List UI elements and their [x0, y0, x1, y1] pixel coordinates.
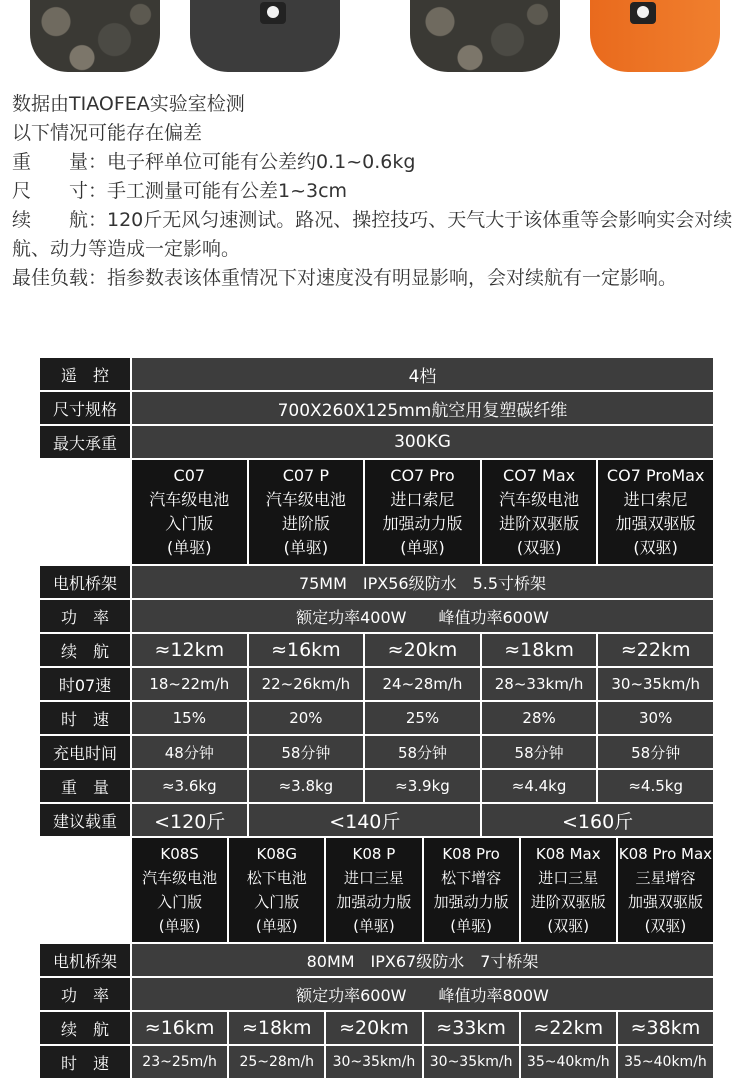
row-value: 300KG	[132, 426, 713, 458]
range-cell: ≈33km	[424, 1012, 519, 1044]
model-drive: (单驱)	[353, 917, 395, 935]
model-header	[132, 460, 247, 564]
charge-cell: 48分钟	[132, 736, 247, 768]
model-battery: 松下增容	[441, 869, 502, 887]
note-line: 续 航：120斤无风匀速测试。路况、操控技巧、天气大于该体重等会影响实会对续航、动力等造成一定影响。	[12, 209, 733, 260]
model-header	[618, 838, 713, 942]
climb-cell: 15%	[132, 702, 247, 734]
row-c07-motor	[40, 566, 713, 598]
model-battery: 汽车级电池	[499, 490, 580, 509]
model-battery: 进口索尼	[390, 490, 455, 509]
row-label: 遥 控	[40, 358, 130, 390]
model-header	[249, 460, 364, 564]
model-battery: 进口索尼	[623, 490, 688, 509]
model-header	[424, 838, 519, 942]
row-value: 700X260X125mm航空用复塑碳纤维	[132, 392, 713, 424]
range-cell: ≈20km	[326, 1012, 421, 1044]
climb-cell: 30%	[598, 702, 713, 734]
speed-cell: 18~22m/h	[132, 668, 247, 700]
model-drive: (单驱)	[450, 917, 492, 935]
row-k08-power	[40, 978, 713, 1010]
model-battery: 松下电池	[246, 869, 307, 887]
model-edition: 入门版	[165, 514, 214, 533]
model-edition: 加强双驱版	[627, 893, 703, 911]
row-value: 75MM IPX56级防水 5.5寸桥架	[132, 566, 713, 598]
row-value: 额定功率600W 峰值功率800W	[132, 978, 713, 1010]
row-label: 尺寸规格	[40, 392, 130, 424]
row-c07-weight	[40, 770, 713, 802]
model-edition: 入门版	[254, 893, 300, 911]
row-label: 功 率	[40, 978, 130, 1010]
model-drive: (双驱)	[547, 917, 590, 935]
model-drive: (双驱)	[633, 538, 678, 557]
row-size	[40, 392, 713, 424]
model-battery: 进口三星	[343, 869, 404, 887]
climb-cell: 28%	[482, 702, 597, 734]
charge-cell: 58分钟	[598, 736, 713, 768]
climb-cell: 25%	[365, 702, 480, 734]
model-battery: 进口三星	[538, 869, 599, 887]
range-cell: ≈18km	[482, 634, 597, 666]
model-header	[521, 838, 616, 942]
model-drive: (单驱)	[400, 538, 445, 557]
row-c07-speed	[40, 668, 713, 700]
speed-cell: 30~35km/h	[424, 1046, 519, 1078]
speed-cell: 28~33km/h	[482, 668, 597, 700]
note-line: 重 量：电子秤单位可能有公差约0.1~0.6kg	[12, 151, 416, 173]
model-name: K08S	[160, 845, 199, 863]
model-name: K08 P	[352, 845, 396, 863]
board-image-2	[190, 0, 340, 72]
charge-cell: 58分钟	[482, 736, 597, 768]
product-images	[0, 0, 750, 80]
row-remote	[40, 358, 713, 390]
range-cell: ≈22km	[598, 634, 713, 666]
model-edition: 进阶版	[281, 514, 330, 533]
model-header	[598, 460, 713, 564]
row-label: 续 航	[40, 1012, 130, 1044]
speed-cell: 25~28m/h	[229, 1046, 324, 1078]
speed-cell: 35~40km/h	[521, 1046, 616, 1078]
model-battery: 汽车级电池	[149, 490, 230, 509]
speed-cell: 30~35km/h	[598, 668, 713, 700]
row-value: 80MM IPX67级防水 7寸桥架	[132, 944, 713, 976]
charge-cell: 58分钟	[365, 736, 480, 768]
row-label-empty	[40, 460, 130, 564]
model-drive: (双驱)	[644, 917, 687, 935]
speed-cell: 22~26km/h	[249, 668, 364, 700]
row-label: 电机桥架	[40, 566, 130, 598]
load-cell: <160斤	[482, 804, 713, 836]
model-edition: 加强动力版	[433, 893, 509, 911]
weight-cell: ≈3.8kg	[249, 770, 364, 802]
note-line: 数据由TIAOFEA实验室检测	[12, 93, 245, 115]
climb-cell: 20%	[249, 702, 364, 734]
row-k08-models	[40, 838, 713, 942]
model-drive: (单驱)	[167, 538, 212, 557]
row-c07-models	[40, 460, 713, 564]
range-cell: ≈18km	[229, 1012, 324, 1044]
board-image-1	[30, 0, 160, 72]
charge-cell: 58分钟	[249, 736, 364, 768]
model-header	[365, 460, 480, 564]
model-name: CO7 ProMax	[606, 466, 705, 485]
row-c07-climb	[40, 702, 713, 734]
model-header	[229, 838, 324, 942]
row-label: 时 速	[40, 702, 130, 734]
model-header	[482, 460, 597, 564]
weight-cell: ≈3.9kg	[365, 770, 480, 802]
range-cell: ≈22km	[521, 1012, 616, 1044]
load-cell: <120斤	[132, 804, 247, 836]
note-line: 尺 寸：手工测量可能有公差1~3cm	[12, 180, 348, 202]
row-k08-speed	[40, 1046, 713, 1078]
weight-cell: ≈4.4kg	[482, 770, 597, 802]
model-drive: (单驱)	[255, 917, 298, 935]
row-label: 建议载重	[40, 804, 130, 836]
speed-cell: 23~25m/h	[132, 1046, 227, 1078]
model-battery: 汽车级电池	[265, 490, 346, 509]
row-c07-recommended-load	[40, 804, 713, 836]
model-drive: (双驱)	[516, 538, 562, 557]
model-name: CO7 Pro	[390, 466, 455, 485]
notes	[0, 80, 750, 293]
model-edition: 加强动力版	[336, 893, 412, 911]
load-cell: <140斤	[249, 804, 480, 836]
model-header	[132, 838, 227, 942]
model-name: CO7 Max	[503, 466, 576, 485]
row-label-empty	[40, 838, 130, 942]
model-battery: 汽车级电池	[142, 869, 218, 887]
model-edition: 进阶双驱版	[530, 893, 606, 911]
model-edition: 加强双驱版	[615, 514, 696, 533]
row-label: 最大承重	[40, 426, 130, 458]
speed-cell: 30~35km/h	[326, 1046, 421, 1078]
row-label: 时 速	[40, 1046, 130, 1078]
row-label: 功 率	[40, 600, 130, 632]
speed-cell: 35~40km/h	[618, 1046, 713, 1078]
row-c07-charge	[40, 736, 713, 768]
model-name: C07	[173, 466, 206, 485]
note-line: 最佳负载：指参数表该体重情况下对速度没有明显影响，会对续航有一定影响。	[12, 267, 678, 289]
model-name: K08 Pro	[442, 845, 500, 863]
range-cell: ≈20km	[365, 634, 480, 666]
note-line: 以下情况可能存在偏差	[12, 122, 203, 144]
row-k08-motor	[40, 944, 713, 976]
board-image-4	[590, 0, 720, 72]
model-edition: 加强动力版	[382, 514, 463, 533]
board-image-3	[410, 0, 560, 72]
model-header	[326, 838, 421, 942]
speed-cell: 24~28m/h	[365, 668, 480, 700]
model-drive: (单驱)	[158, 917, 201, 935]
row-label: 电机桥架	[40, 944, 130, 976]
knob-icon	[260, 2, 286, 24]
row-c07-range	[40, 634, 713, 666]
model-edition: 入门版	[157, 893, 203, 911]
weight-cell: ≈3.6kg	[132, 770, 247, 802]
row-value: 4档	[132, 358, 713, 390]
row-label: 重 量	[40, 770, 130, 802]
model-name: K08 Pro Max	[618, 845, 713, 863]
range-cell: ≈16km	[132, 1012, 227, 1044]
model-edition: 进阶双驱版	[499, 514, 580, 533]
row-k08-range	[40, 1012, 713, 1044]
spec-table	[40, 358, 713, 1080]
knob-icon	[630, 2, 656, 24]
model-name: C07 P	[282, 466, 330, 485]
row-label: 充电时间	[40, 736, 130, 768]
range-cell: ≈12km	[132, 634, 247, 666]
row-value: 额定功率400W 峰值功率600W	[132, 600, 713, 632]
model-name: K08G	[256, 845, 298, 863]
model-drive: (单驱)	[283, 538, 329, 557]
range-cell: ≈16km	[249, 634, 364, 666]
row-label: 时07速	[40, 668, 130, 700]
row-c07-power	[40, 600, 713, 632]
model-battery: 三星增容	[635, 869, 696, 887]
weight-cell: ≈4.5kg	[598, 770, 713, 802]
row-label: 续 航	[40, 634, 130, 666]
row-max-load	[40, 426, 713, 458]
model-name: K08 Max	[535, 845, 601, 863]
range-cell: ≈38km	[618, 1012, 713, 1044]
